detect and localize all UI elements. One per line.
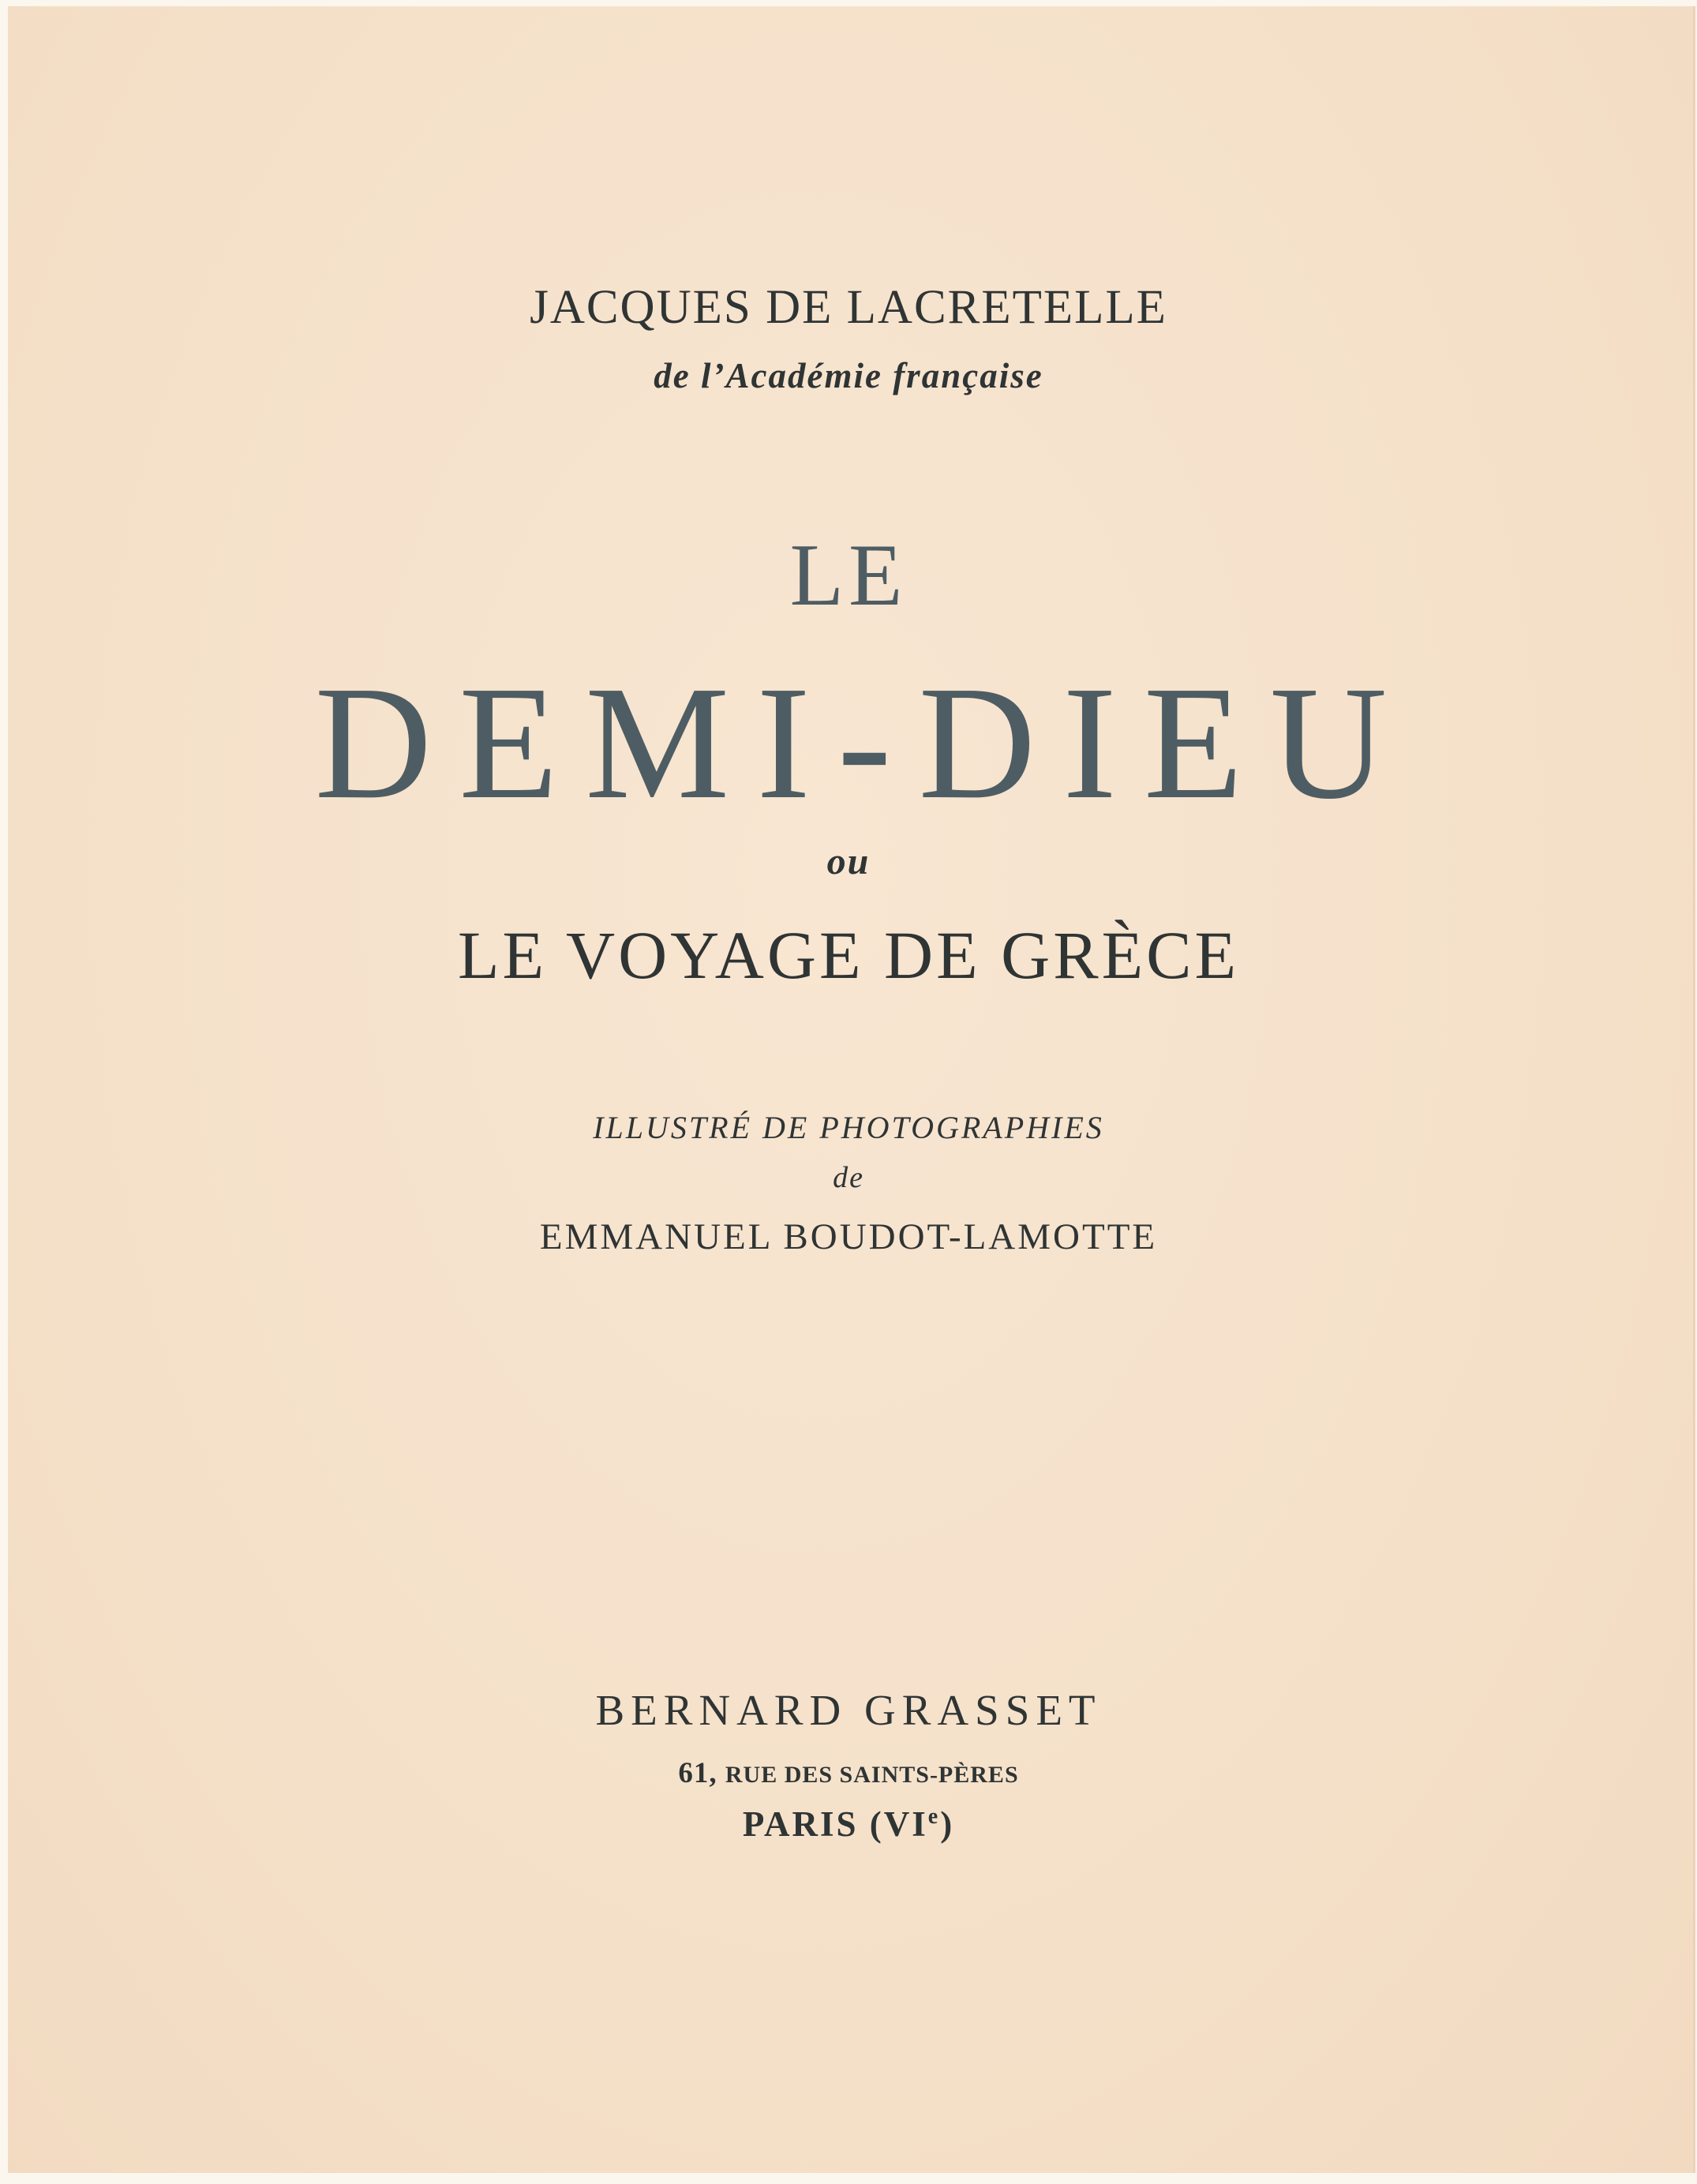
city-name: PARIS (VI xyxy=(742,1804,928,1844)
author-name: JACQUES DE LACRETELLE xyxy=(530,281,1167,334)
city-superscript: e xyxy=(927,1804,941,1829)
address-street: RUE DES SAINTS-PÈRES xyxy=(725,1762,1019,1788)
publisher-city xyxy=(0,1804,1697,1845)
publisher-address xyxy=(0,1756,1697,1790)
illustration-credit: ILLUSTRÉ DE PHOTOGRAPHIES xyxy=(593,1110,1104,1145)
publisher-name: BERNARD GRASSET xyxy=(595,1686,1102,1734)
title-article: LE xyxy=(789,526,908,624)
photographer-name: EMMANUEL BOUDOT-LAMOTTE xyxy=(539,1216,1158,1257)
author-affiliation: de l’Académie française xyxy=(654,356,1043,395)
illustration-preposition: de xyxy=(833,1161,864,1194)
title-conjunction: ou xyxy=(826,841,871,882)
book-subtitle: LE VOYAGE DE GRÈCE xyxy=(457,917,1240,993)
city-close: ) xyxy=(940,1804,955,1844)
book-title: DEMI-DIEU xyxy=(314,652,1414,833)
address-number: 61, xyxy=(678,1757,717,1789)
